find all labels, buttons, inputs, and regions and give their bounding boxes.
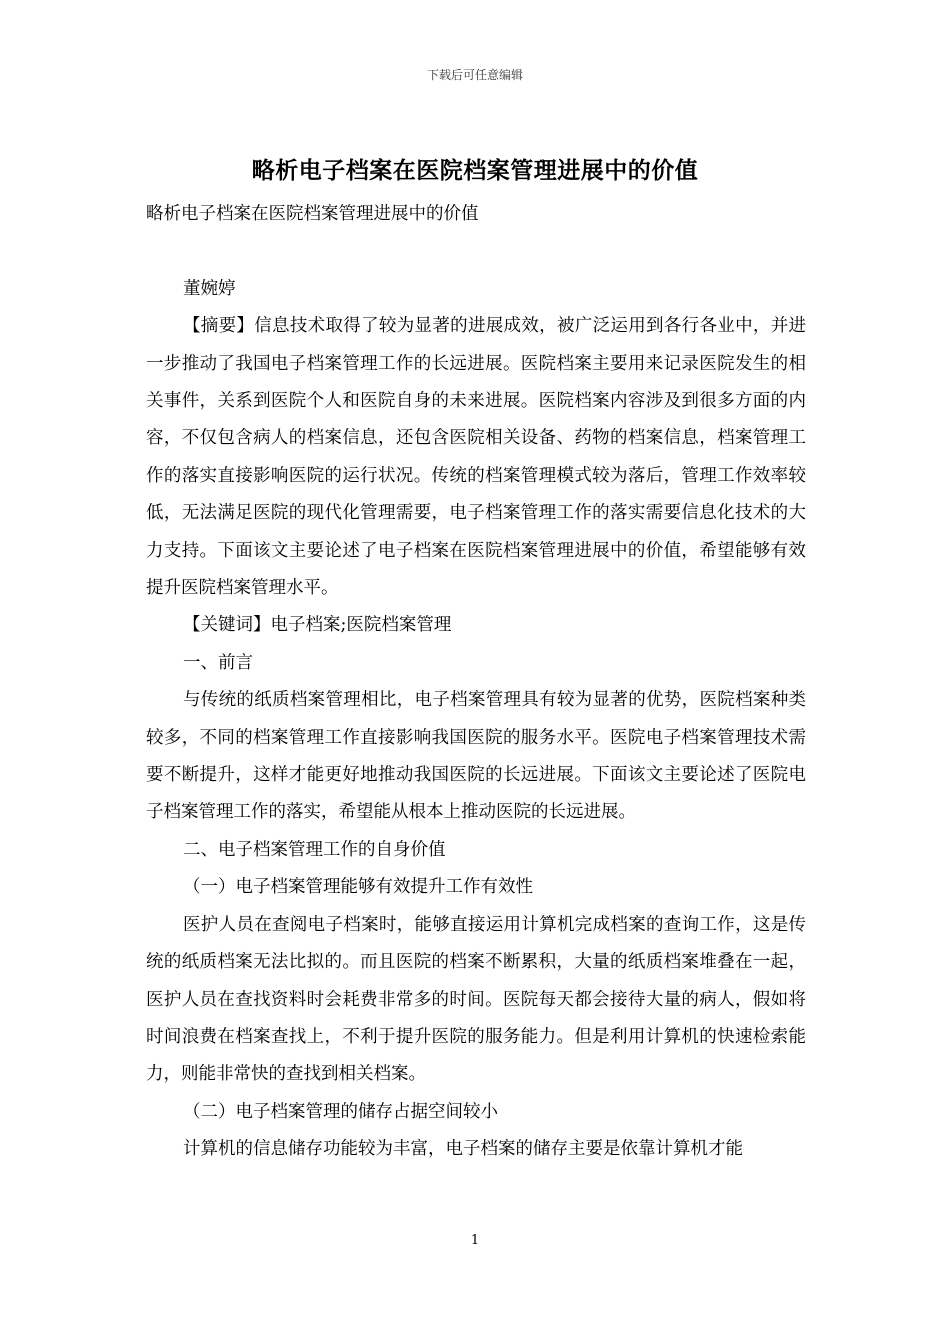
header-note: 下载后可任意编辑 xyxy=(426,68,523,82)
section-heading-value: 二、电子档案管理工作的自身价值 xyxy=(183,839,446,860)
page-number: 1 xyxy=(470,1233,480,1248)
document-title: 略析电子档案在医院档案管理进展中的价值 xyxy=(251,157,699,184)
document-subtitle: 略析电子档案在医院档案管理进展中的价值 xyxy=(146,204,479,224)
storage-paragraph: 计算机的信息储存功能较为丰富，电子档案的储存主要是依靠计算机才能 xyxy=(183,1139,743,1160)
blank-line xyxy=(146,233,806,270)
subsection-heading-efficiency: （一）电子档案管理能够有效提升工作有效性 xyxy=(183,877,533,898)
abstract-paragraph: 【摘要】信息技术取得了较为显著的进展成效，被广泛运用到各行各业中，并进一步推动了我国电子档案管理工作的长远进展。医院档案主要用来记录医院发生的相关事件，关系到医院个人和医院自身的未来进展。医院档案内容涉及到很多方面的内容，不仅包含病人的档案信息，还包含医院相关设备、药物的档案信息，档案管理工作的落实直接影响医院的运行状况。传统的档案管理模式较为落后，管理工作效率较低，无法满足医院的现代化管理需要，电子档案管理工作的落实需要信息化技术的大力支持。下面该文主要论述了电子档案在医院档案管理进展中的价值，希望能够有效提升医院档案管理水平。 xyxy=(146,316,806,599)
intro-paragraph: 与传统的纸质档案管理相比，电子档案管理具有较为显著的优势，医院档案种类较多，不同的档案管理工作直接影响我国医院的服务水平。医院电子档案管理技术需要不断提升，这样才能更好地推动我国医院的长远进展。下面该文主要论述了医院电子档案管理工作的落实，希望能从根本上推动医院的长远进展。 xyxy=(146,690,806,823)
author-name: 董婉婷 xyxy=(183,278,236,299)
document-body xyxy=(146,196,806,1169)
keywords-line: 【关键词】电子档案;医院档案管理 xyxy=(183,615,452,636)
section-heading-intro: 一、前言 xyxy=(183,652,253,673)
efficiency-paragraph: 医护人员在查阅电子档案时，能够直接运用计算机完成档案的查询工作，这是传统的纸质档案无法比拟的。而且医院的档案不断累积，大量的纸质档案堆叠在一起，医护人员在查找资料时会耗费非常多的时间。医院每天都会接待大量的病人，假如将时间浪费在档案查找上，不利于提升医院的服务能力。但是利用计算机的快速检索能力，则能非常快的查找到相关档案。 xyxy=(146,914,806,1085)
subsection-heading-storage: （二）电子档案管理的储存占据空间较小 xyxy=(183,1101,498,1122)
